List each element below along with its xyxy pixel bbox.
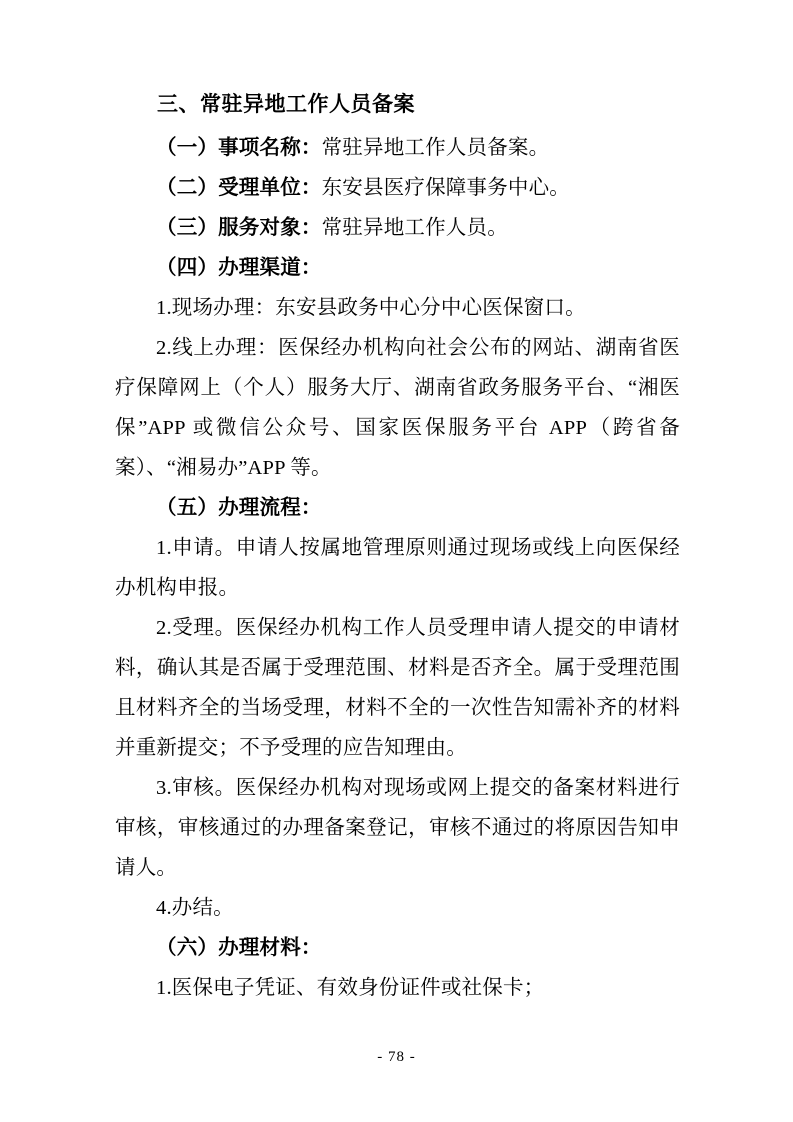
paragraph-label: 4.办结。 [156, 897, 234, 919]
page-number: - 78 - [377, 1049, 416, 1065]
paragraph-text: 东安县医疗保障事务中心。 [321, 177, 571, 199]
paragraph-item-name [115, 128, 680, 168]
paragraph-handling-unit [115, 168, 680, 208]
paragraph-service-target [115, 208, 680, 248]
paragraph-text: 医保电子凭证、有效身份证件或社保卡； [171, 977, 545, 999]
document-body [115, 88, 680, 1008]
paragraph-label: 2.线上办理： [156, 337, 279, 359]
paragraph-online-channel [115, 328, 680, 488]
section-heading: 三、常驻异地工作人员备案 [157, 93, 415, 116]
paragraph-label: （一）事项名称： [156, 137, 322, 159]
paragraph-materials-title [115, 928, 680, 968]
paragraph-label: （二）受理单位： [156, 177, 322, 199]
paragraph-onsite-channel [115, 288, 680, 328]
paragraph-label: 2.受理。 [156, 617, 236, 639]
paragraph-step-review [115, 768, 680, 888]
paragraph-label: 3.审核。 [156, 777, 236, 799]
paragraph-text: 东安县政务中心分中心医保窗口。 [275, 297, 586, 319]
paragraph-label: （四）办理渠道： [156, 257, 322, 279]
paragraph-label: （三）服务对象： [156, 217, 322, 239]
paragraph-label: 1.现场办理： [156, 297, 276, 319]
paragraph-text: 医保经办机构对现场或网上提交的备案材料进行审核，审核通过的办理备案登记，审核不通过的将原因告知申请人。 [115, 777, 680, 879]
paragraph-text: 常驻异地工作人员。 [321, 217, 508, 239]
paragraph-step-accept [115, 608, 680, 768]
paragraph-text: 申请人按属地管理原则通过现场或线上向医保经办机构申报。 [115, 537, 680, 599]
paragraph-label: 1.申请。 [156, 537, 236, 559]
paragraph-step-apply [115, 528, 680, 608]
paragraph-text: 医保经办机构工作人员受理申请人提交的申请材料，确认其是否属于受理范围、材料是否齐全。属于受理范围且材料齐全的当场受理，材料不全的一次性告知需补齐的材料并重新提交；不予受理的应告知理由。 [115, 617, 680, 759]
paragraph-text: 医保经办机构向社会公布的网站、湖南省医疗保障网上（个人）服务大厅、湖南省政务服务平台、“湘医保”APP 或微信公众号、国家医保服务平台 APP（跨省备案）、“湘易办”APP 等。 [115, 337, 680, 479]
paragraph-channels-title [115, 248, 680, 288]
paragraph-text: 常驻异地工作人员备案。 [321, 137, 550, 159]
paragraph-process-title [115, 488, 680, 528]
paragraph-label: （五）办理流程： [156, 497, 322, 519]
paragraph-label: （六）办理材料： [156, 937, 322, 959]
paragraph-step-complete [115, 888, 680, 928]
paragraph-material-1 [115, 968, 680, 1008]
paragraph-label: 1. [156, 977, 172, 999]
